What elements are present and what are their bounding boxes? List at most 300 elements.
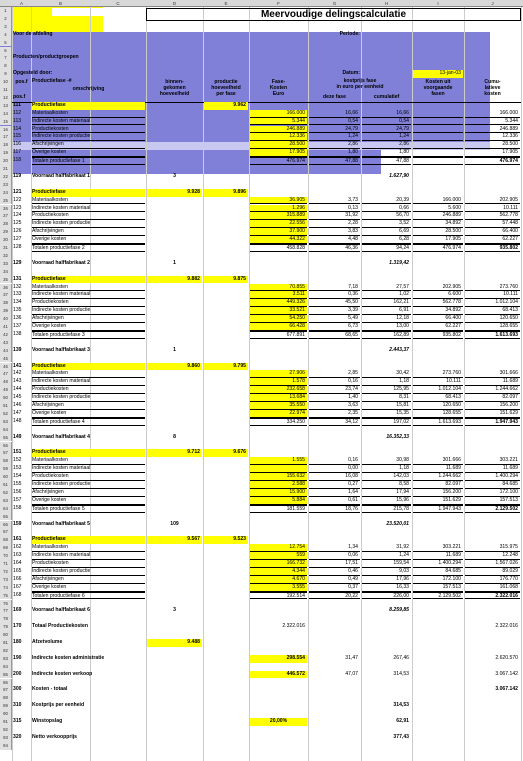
row-number[interactable]: 9 bbox=[0, 70, 12, 78]
item-number: 134 bbox=[13, 299, 22, 306]
row-number[interactable]: 45 bbox=[0, 355, 12, 363]
item-number: 165 bbox=[13, 567, 22, 574]
voorraad-number: 119 bbox=[13, 172, 22, 179]
phase-binnen[interactable]: 9.882 bbox=[147, 276, 202, 284]
row-number[interactable]: 67 bbox=[0, 528, 12, 536]
row-number[interactable]: 58 bbox=[0, 457, 12, 465]
summary-number: 310 bbox=[13, 702, 22, 709]
afzetvolume-input[interactable]: 9.488 bbox=[147, 639, 202, 647]
row-number[interactable]: 3 bbox=[0, 23, 12, 31]
item-cumulatief: 20,39 bbox=[362, 197, 411, 205]
item-kosten-uit: 11.689 bbox=[413, 552, 463, 560]
voorraad-value: 23.520,01 bbox=[386, 520, 409, 527]
item-label: Indirecte kosten productie bbox=[32, 220, 145, 228]
item-number: 124 bbox=[13, 212, 22, 219]
row-number[interactable]: 56 bbox=[0, 442, 12, 450]
total-kosten-uit bbox=[413, 157, 463, 165]
item-number: 166 bbox=[13, 575, 22, 582]
item-number: 123 bbox=[13, 204, 22, 211]
row-number[interactable]: 28 bbox=[0, 220, 12, 228]
phase-number: 161 bbox=[13, 536, 22, 543]
row-number[interactable]: 20 bbox=[0, 157, 12, 165]
row-number[interactable]: 6 bbox=[0, 47, 12, 55]
item-cumu-kosten: 176.770 bbox=[465, 576, 520, 584]
row-number[interactable]: 76 bbox=[0, 600, 12, 608]
row-number[interactable]: 18 bbox=[0, 141, 12, 149]
phase-number: 121 bbox=[13, 188, 22, 195]
item-cumulatief: 15,96 bbox=[362, 497, 411, 505]
phase-productie[interactable]: 9.795 bbox=[204, 363, 248, 371]
voorraad-label: Voorraad halffabrikaat 5 bbox=[32, 520, 90, 527]
item-number: 112 bbox=[13, 109, 22, 116]
item-number: 162 bbox=[13, 544, 22, 551]
item-cumulatief: 6,91 bbox=[362, 307, 411, 315]
summary-label: Winstopslag bbox=[32, 718, 63, 724]
item-fasekosten[interactable]: 22.974 bbox=[250, 410, 307, 418]
row-number[interactable]: 19 bbox=[0, 149, 12, 157]
item-fasekosten[interactable]: 36.905 bbox=[250, 197, 307, 205]
item-number: 133 bbox=[13, 291, 22, 298]
item-cumulatief: 2,86 bbox=[362, 141, 411, 149]
row-number[interactable]: 53 bbox=[0, 418, 12, 426]
item-kosten-uit: 5.600 bbox=[413, 205, 463, 213]
item-fasekosten[interactable]: 17.905 bbox=[250, 149, 307, 157]
item-deze-fase: 31,92 bbox=[309, 212, 360, 220]
item-cumulatief: 1,02 bbox=[362, 291, 411, 299]
header-binnen: binnen- gekomen hoeveelheid bbox=[159, 79, 190, 98]
item-fasekosten[interactable]: 315.889 bbox=[250, 212, 307, 220]
phase-binnen[interactable]: 9.567 bbox=[147, 536, 202, 544]
item-fasekosten[interactable]: 44.322 bbox=[250, 236, 307, 244]
row-number[interactable]: 51 bbox=[0, 402, 12, 410]
adm-cumulatief: 267,46 bbox=[393, 654, 409, 661]
item-cumu-kosten: 68.413 bbox=[465, 307, 520, 315]
row-number[interactable]: 64 bbox=[0, 505, 12, 513]
row-number[interactable]: 50 bbox=[0, 394, 12, 402]
item-kosten-uit: 157.513 bbox=[413, 584, 463, 592]
item-cumu-kosten: 12.248 bbox=[465, 552, 520, 560]
row-number[interactable]: 92 bbox=[0, 726, 12, 734]
row-number[interactable]: 90 bbox=[0, 710, 12, 718]
header-kostprijs: kostprijs fase in euro per eenheid bbox=[336, 78, 384, 91]
row-number[interactable]: 75 bbox=[0, 592, 12, 600]
item-kosten-uit: 202.905 bbox=[413, 284, 463, 292]
item-number: 126 bbox=[13, 228, 22, 235]
item-label: Indirecte kosten productie bbox=[32, 481, 145, 489]
item-cumulatief: 13,00 bbox=[362, 323, 411, 331]
item-fasekosten[interactable]: 3.555 bbox=[250, 584, 307, 592]
voorraad-label: Voorraad halffabrikaat 2 bbox=[32, 259, 90, 266]
row-number[interactable]: 21 bbox=[0, 165, 12, 173]
total-label: Totalen productiefase 6 bbox=[32, 592, 145, 600]
total-kosten-uit: 1.947.943 bbox=[413, 505, 463, 513]
item-number: 167 bbox=[13, 583, 22, 590]
item-fasekosten[interactable]: 166.000 bbox=[250, 110, 307, 118]
total-number: 158 bbox=[13, 504, 22, 511]
row-number[interactable]: 80 bbox=[0, 631, 12, 639]
item-cumu-kosten: 11.689 bbox=[465, 378, 520, 386]
item-fasekosten[interactable]: 166.732 bbox=[250, 560, 307, 568]
item-number: 147 bbox=[13, 409, 22, 416]
phase-title: Productiefase bbox=[32, 536, 145, 544]
item-fasekosten[interactable]: 12.754 bbox=[250, 544, 307, 552]
phase-number: 131 bbox=[13, 275, 22, 282]
item-cumu-kosten: 301.666 bbox=[465, 370, 520, 378]
item-cumulatief: 30,42 bbox=[362, 370, 411, 378]
item-number: 113 bbox=[13, 117, 22, 124]
row-number[interactable]: 37 bbox=[0, 291, 12, 299]
adm-cumu-kosten: 2.620.570 bbox=[495, 654, 518, 661]
row-number[interactable]: 66 bbox=[0, 521, 12, 529]
row-number[interactable]: 11 bbox=[0, 86, 12, 94]
item-number: 115 bbox=[13, 133, 22, 140]
item-number: 146 bbox=[13, 402, 22, 408]
row-number[interactable]: 91 bbox=[0, 718, 12, 726]
grid-line bbox=[521, 7, 522, 761]
row-number[interactable]: 17 bbox=[0, 133, 12, 141]
item-fasekosten[interactable]: 28.500 bbox=[250, 141, 307, 149]
item-number: 152 bbox=[13, 457, 22, 464]
phase-productie[interactable]: 9.896 bbox=[204, 189, 248, 197]
item-cumulatief: 3,52 bbox=[362, 220, 411, 228]
item-deze-fase: 0,16 bbox=[309, 457, 360, 465]
phase-productie[interactable]: 9.523 bbox=[204, 536, 248, 544]
item-deze-fase: 0,49 bbox=[309, 576, 360, 584]
row-number[interactable]: 35 bbox=[0, 276, 12, 284]
item-label: Afschrijvingen bbox=[32, 576, 145, 584]
item-cumu-kosten: 89.029 bbox=[465, 568, 520, 576]
summary-label: Netto verkoopprijs bbox=[32, 733, 78, 740]
column-header-g[interactable]: G bbox=[332, 1, 337, 6]
input-producten[interactable] bbox=[0, 16, 103, 24]
row-number[interactable]: 10 bbox=[0, 78, 12, 86]
item-kosten-uit: 301.666 bbox=[413, 457, 463, 465]
voorraad-qty: 1 bbox=[173, 259, 176, 266]
total-deze-fase: 18,76 bbox=[309, 505, 360, 513]
phase-title: Productiefase bbox=[32, 363, 145, 371]
row-number[interactable]: 71 bbox=[0, 560, 12, 568]
item-cumulatief: 27,57 bbox=[362, 284, 411, 292]
item-fasekosten[interactable]: 559 bbox=[250, 552, 307, 560]
item-fasekosten[interactable]: 246.889 bbox=[250, 126, 307, 134]
item-cumu-kosten: 128.655 bbox=[465, 323, 520, 331]
item-label: Overige kosten bbox=[32, 236, 145, 244]
summary-total-cumu: 2.322.016 bbox=[495, 623, 518, 630]
item-fasekosten[interactable]: 1.296 bbox=[250, 205, 307, 213]
total-label: Totalen productiefase 1 bbox=[32, 157, 145, 165]
item-number: 144 bbox=[13, 386, 22, 393]
item-cumu-kosten: 120.650 bbox=[465, 315, 520, 323]
phase-title: Productiefase bbox=[32, 449, 145, 457]
item-deze-fase: 16,66 bbox=[309, 110, 360, 118]
item-fasekosten[interactable]: 35.550 bbox=[250, 402, 307, 410]
column-header-d[interactable]: D bbox=[172, 1, 177, 6]
column-header-a[interactable]: A bbox=[19, 1, 24, 6]
item-fasekosten[interactable]: 1.555 bbox=[250, 457, 307, 465]
item-deze-fase: 0,27 bbox=[309, 481, 360, 489]
item-fasekosten[interactable]: 15.900 bbox=[250, 489, 307, 497]
row-number[interactable]: 55 bbox=[0, 434, 12, 442]
row-number[interactable]: 16 bbox=[0, 126, 12, 134]
item-cumu-kosten: 202.905 bbox=[465, 197, 520, 205]
item-number: 117 bbox=[13, 149, 22, 156]
row-number[interactable]: 78 bbox=[0, 615, 12, 623]
item-label: Productiekosten bbox=[32, 212, 145, 220]
voorraad-qty: 8 bbox=[173, 433, 176, 440]
row-number[interactable]: 22 bbox=[0, 173, 12, 181]
phase-productie[interactable]: 9.962 bbox=[204, 102, 248, 110]
phase-binnen[interactable]: 9.928 bbox=[147, 189, 202, 197]
row-number[interactable]: 23 bbox=[0, 181, 12, 189]
row-number[interactable]: 4 bbox=[0, 31, 12, 39]
item-fasekosten[interactable]: 37.900 bbox=[250, 228, 307, 236]
item-fasekosten[interactable]: 4.344 bbox=[250, 568, 307, 576]
summary-number: 170 bbox=[13, 623, 22, 630]
row-number[interactable]: 38 bbox=[0, 299, 12, 307]
row-number[interactable]: 26 bbox=[0, 205, 12, 213]
column-header-c[interactable]: C bbox=[116, 1, 120, 6]
row-number[interactable]: 46 bbox=[0, 363, 12, 371]
column-header-j[interactable]: J bbox=[491, 1, 494, 6]
phase-title: Productiefase bbox=[32, 276, 145, 284]
row-number[interactable]: 77 bbox=[0, 607, 12, 615]
total-kosten-uit: 1.613.693 bbox=[413, 418, 463, 426]
item-cumu-kosten: 151.629 bbox=[465, 410, 520, 418]
row-number[interactable]: 94 bbox=[0, 742, 12, 750]
item-deze-fase: 0,46 bbox=[309, 568, 360, 576]
item-fasekosten[interactable]: 22.556 bbox=[250, 220, 307, 228]
row-number[interactable]: 82 bbox=[0, 647, 12, 655]
verkoop-fasekosten[interactable]: 446.572 bbox=[250, 671, 307, 679]
item-fasekosten[interactable]: 13.684 bbox=[250, 394, 307, 402]
column-header-e[interactable]: E bbox=[224, 1, 228, 6]
item-cumulatief: 17,96 bbox=[362, 576, 411, 584]
item-cumulatief: 1,24 bbox=[362, 552, 411, 560]
item-fasekosten[interactable]: 33.521 bbox=[250, 307, 307, 315]
item-number: 164 bbox=[13, 560, 22, 566]
item-label: Afschrijvingen bbox=[32, 489, 145, 497]
item-fasekosten[interactable]: 1.578 bbox=[250, 378, 307, 386]
adm-fasekosten[interactable]: 298.554 bbox=[250, 655, 307, 663]
row-number[interactable]: 41 bbox=[0, 323, 12, 331]
label-producten: Producten/productgroepen bbox=[13, 54, 79, 61]
row-number[interactable]: 83 bbox=[0, 655, 12, 663]
row-number[interactable]: 81 bbox=[0, 639, 12, 647]
item-fasekosten[interactable]: 232.658 bbox=[250, 386, 307, 394]
phase-title: Productiefase bbox=[32, 102, 145, 110]
item-cumulatief: 56,70 bbox=[362, 212, 411, 220]
item-number: 153 bbox=[13, 465, 22, 472]
item-label: Afschrijvingen bbox=[32, 141, 145, 149]
item-fasekosten[interactable]: 5.884 bbox=[250, 497, 307, 505]
phase-productie[interactable]: 9.676 bbox=[204, 449, 248, 457]
row-number[interactable]: 5 bbox=[0, 39, 12, 47]
item-kosten-uit: 128.655 bbox=[413, 410, 463, 418]
item-deze-fase: 16,08 bbox=[309, 473, 360, 481]
phase-productie[interactable]: 9.875 bbox=[204, 276, 248, 284]
grid-line bbox=[146, 7, 147, 761]
voorraad-value: 1.627,90 bbox=[389, 172, 409, 179]
row-number[interactable]: 79 bbox=[0, 623, 12, 631]
item-deze-fase: 0,37 bbox=[309, 584, 360, 592]
column-header-h[interactable]: H bbox=[384, 1, 389, 6]
total-cumulatief: 215,78 bbox=[362, 505, 411, 513]
row-number[interactable]: 12 bbox=[0, 94, 12, 102]
row-number[interactable]: 89 bbox=[0, 702, 12, 710]
datum-value[interactable]: 13-jan-03 bbox=[413, 70, 463, 78]
row-number[interactable]: 8 bbox=[0, 62, 12, 70]
item-fasekosten[interactable]: 5.344 bbox=[250, 118, 307, 126]
item-deze-fase: 1,64 bbox=[309, 489, 360, 497]
row-number[interactable]: 40 bbox=[0, 315, 12, 323]
header-fasekosten: Fase- Kosten Euro bbox=[269, 79, 288, 98]
voorraad-number: 159 bbox=[13, 520, 22, 527]
item-cumu-kosten: 17.905 bbox=[465, 149, 520, 157]
column-header-b[interactable]: B bbox=[58, 1, 63, 6]
item-number: 154 bbox=[13, 473, 22, 480]
item-deze-fase: 1,80 bbox=[309, 149, 360, 157]
label-periode: Periode: bbox=[339, 30, 360, 37]
total-fasekosten: 458.828 bbox=[250, 244, 307, 252]
row-number[interactable]: 44 bbox=[0, 347, 12, 355]
row-number[interactable]: 65 bbox=[0, 513, 12, 521]
column-header-f[interactable]: F bbox=[277, 1, 280, 6]
row-number[interactable]: 36 bbox=[0, 284, 12, 292]
item-kosten-uit: 84.685 bbox=[413, 568, 463, 576]
row-number[interactable]: 49 bbox=[0, 386, 12, 394]
row-number[interactable]: 29 bbox=[0, 228, 12, 236]
phase-binnen[interactable]: 9.712 bbox=[147, 449, 202, 457]
total-number: 118 bbox=[13, 157, 22, 164]
item-cumu-kosten: 5.344 bbox=[465, 118, 520, 126]
item-fasekosten[interactable]: 4.670 bbox=[250, 576, 307, 584]
row-number[interactable]: 61 bbox=[0, 481, 12, 489]
row-number[interactable]: 34 bbox=[0, 268, 12, 276]
item-label: Overige kosten bbox=[32, 497, 145, 505]
row-number[interactable]: 74 bbox=[0, 584, 12, 592]
item-number: 116 bbox=[13, 141, 22, 148]
item-fasekosten[interactable]: 54.250 bbox=[250, 315, 307, 323]
row-number[interactable]: 72 bbox=[0, 568, 12, 576]
row-number[interactable]: 47 bbox=[0, 370, 12, 378]
item-fasekosten[interactable]: 2.588 bbox=[250, 481, 307, 489]
item-deze-fase: 0,54 bbox=[309, 118, 360, 126]
voorraad-label: Voorraad halffabrikaat 6 bbox=[32, 607, 90, 614]
item-fasekosten[interactable]: 155.632 bbox=[250, 473, 307, 481]
column-header-i[interactable]: I bbox=[437, 1, 439, 6]
row-number[interactable]: 85 bbox=[0, 671, 12, 679]
item-cumu-kosten: 1.400.294 bbox=[465, 473, 520, 481]
item-fasekosten[interactable] bbox=[250, 465, 307, 473]
row-number[interactable]: 42 bbox=[0, 331, 12, 339]
row-number[interactable]: 14 bbox=[0, 110, 12, 118]
row-number[interactable]: 57 bbox=[0, 449, 12, 457]
item-label: Overige kosten bbox=[32, 149, 145, 157]
row-number[interactable]: 27 bbox=[0, 212, 12, 220]
item-cumulatief: 30,98 bbox=[362, 457, 411, 465]
item-label: Materiaalkosten bbox=[32, 110, 145, 118]
item-cumu-kosten: 57.448 bbox=[465, 220, 520, 228]
row-number[interactable]: 69 bbox=[0, 544, 12, 552]
row-number[interactable]: 52 bbox=[0, 410, 12, 418]
row-number[interactable]: 48 bbox=[0, 378, 12, 386]
row-number[interactable]: 59 bbox=[0, 465, 12, 473]
total-deze-fase: 46,36 bbox=[309, 244, 360, 252]
item-fasekosten[interactable]: 12.336 bbox=[250, 133, 307, 141]
item-kosten-uit bbox=[413, 141, 463, 149]
row-number[interactable]: 63 bbox=[0, 497, 12, 505]
row-number[interactable]: 62 bbox=[0, 489, 12, 497]
row-number[interactable]: 43 bbox=[0, 339, 12, 347]
summary-number: 315 bbox=[13, 718, 22, 724]
row-number[interactable]: 13 bbox=[0, 102, 12, 110]
row-number[interactable]: 60 bbox=[0, 473, 12, 481]
row-number[interactable]: 31 bbox=[0, 244, 12, 252]
item-fasekosten[interactable]: 3.511 bbox=[250, 291, 307, 299]
row-number[interactable]: 25 bbox=[0, 197, 12, 205]
item-label: Indirecte kosten productie bbox=[32, 568, 145, 576]
item-label: Indirecte kosten materiaal bbox=[32, 118, 145, 126]
row-number[interactable]: 15 bbox=[0, 118, 12, 126]
item-kosten-uit: 66.400 bbox=[413, 315, 463, 323]
phase-separator bbox=[0, 39, 490, 47]
row-number[interactable]: 39 bbox=[0, 307, 12, 315]
item-fasekosten[interactable]: 66.428 bbox=[250, 323, 307, 331]
item-deze-fase: 24,79 bbox=[309, 126, 360, 134]
kosten-totaal-value: 3.067.142 bbox=[495, 686, 518, 693]
total-deze-fase: 68,65 bbox=[309, 331, 360, 339]
item-deze-fase: 6,73 bbox=[309, 323, 360, 331]
row-number[interactable]: 70 bbox=[0, 552, 12, 560]
row-number[interactable]: 24 bbox=[0, 189, 12, 197]
row-number[interactable]: 33 bbox=[0, 260, 12, 268]
row-number[interactable]: 84 bbox=[0, 663, 12, 671]
item-deze-fase: 2,28 bbox=[309, 220, 360, 228]
total-fasekosten: 334.250 bbox=[250, 418, 307, 426]
item-number: 157 bbox=[13, 496, 22, 503]
row-number[interactable]: 32 bbox=[0, 252, 12, 260]
header-pos: pos.f bbox=[13, 93, 26, 100]
row-number[interactable]: 54 bbox=[0, 426, 12, 434]
total-kosten-uit: 476.974 bbox=[413, 244, 463, 252]
item-cumulatief: 12,18 bbox=[362, 315, 411, 323]
item-fasekosten[interactable]: 27.906 bbox=[250, 370, 307, 378]
row-number[interactable]: 93 bbox=[0, 734, 12, 742]
item-fasekosten[interactable]: 449.326 bbox=[250, 299, 307, 307]
row-number[interactable]: 86 bbox=[0, 679, 12, 687]
item-deze-fase: 45,50 bbox=[309, 299, 360, 307]
total-deze-fase: 20,22 bbox=[309, 592, 360, 600]
row-number[interactable]: 88 bbox=[0, 694, 12, 702]
item-fasekosten[interactable]: 70.855 bbox=[250, 284, 307, 292]
row-number[interactable]: 7 bbox=[0, 54, 12, 62]
summary-number: 190 bbox=[13, 654, 22, 661]
row-number[interactable]: 68 bbox=[0, 536, 12, 544]
total-cumulatief: 47,88 bbox=[362, 157, 411, 165]
phase-binnen[interactable]: 9.860 bbox=[147, 363, 202, 371]
row-number[interactable]: 1 bbox=[0, 7, 12, 15]
row-number[interactable]: 2 bbox=[0, 15, 12, 23]
row-number[interactable]: 87 bbox=[0, 686, 12, 694]
winstopslag-value: 62,91 bbox=[396, 718, 409, 724]
winstopslag-input[interactable]: 20,00% bbox=[250, 718, 307, 726]
item-label: Materiaalkosten bbox=[32, 457, 145, 465]
item-cumulatief: 8,31 bbox=[362, 394, 411, 402]
item-cumulatief: 6,28 bbox=[362, 236, 411, 244]
item-cumu-kosten: 161.068 bbox=[465, 584, 520, 592]
row-number[interactable]: 30 bbox=[0, 236, 12, 244]
row-number[interactable]: 73 bbox=[0, 576, 12, 584]
